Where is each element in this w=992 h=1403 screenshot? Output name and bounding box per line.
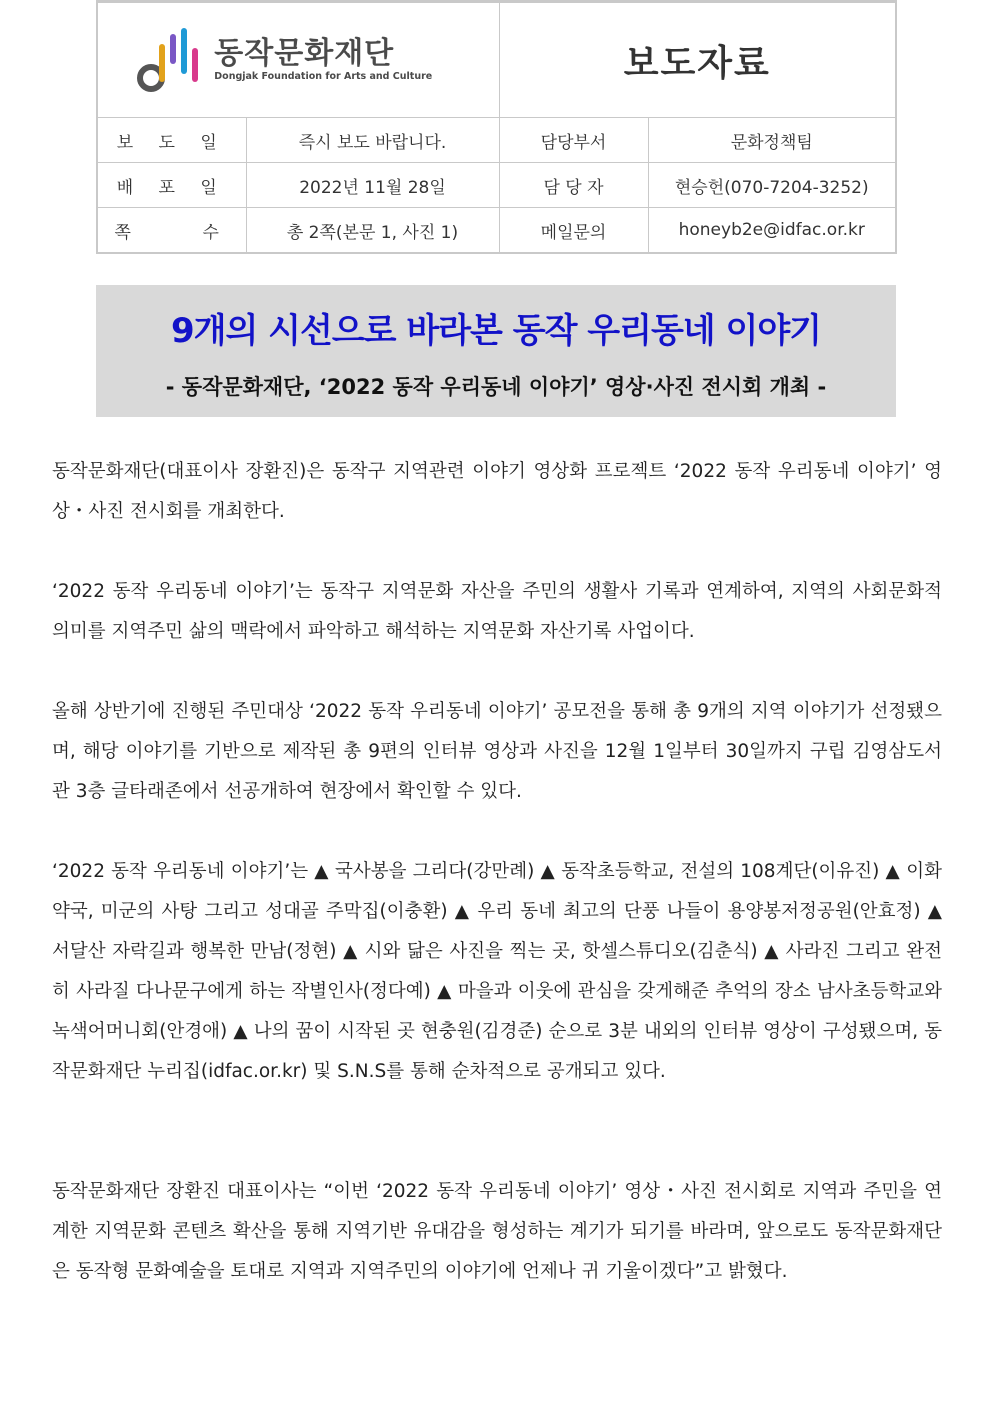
body-paragraph-3: 올해 상반기에 진행된 주민대상 ‘2022 동작 우리동네 이야기’ 공모전을 통해 총 9개의 지역 이야기가 선정됐으며, 해당 이야기를 기반으로 제작된 총 9편의 인터뷰 영상과 사진을 12월 1일부터 30일까지 구립 김영삼도서관 3층 글타래존에서 선공개하여 현장에서 확인할 수 있다.: [52, 701, 942, 802]
logo-name: 동작문화재단: [214, 36, 395, 71]
release-date-value: 즉시 보도 바랍니다.: [246, 118, 499, 163]
sub-headline: - 동작문화재단, ‘2022 동작 우리동네 이야기’ 영상·사진 전시회 개최 -: [165, 375, 827, 399]
foundation-logo: [68, 24, 499, 96]
main-headline: 9개의 시선으로 바라본 동작 우리동네 이야기: [170, 311, 822, 351]
press-release-title: 보도자료: [623, 42, 771, 84]
department-label: 담당부서: [499, 118, 648, 163]
press-title-cell: [499, 2, 896, 118]
body-paragraph-2: ‘2022 동작 우리동네 이야기’는 동작구 지역문화 자산을 주민의 생활사 기록과 연계하여, 지역의 사회문화적 의미를 지역주민 삶의 맥락에서 파악하고 해석하는 지역문화 자산기록 사업이다.: [52, 581, 942, 642]
department-value: 문화정책팀: [648, 118, 896, 163]
distribution-date-value: 2022년 11월 28일: [246, 163, 499, 208]
distribution-date-label: 배 포 일: [97, 163, 246, 208]
body-paragraph-4: ‘2022 동작 우리동네 이야기’는 ▲ 국사봉을 그리다(강만례) ▲ 동작초등학교, 전설의 108계단(이유진) ▲ 이화약국, 미군의 사탕 그리고 성대골 주막집(이충환) ▲ 우리 동네 최고의 단풍 나들이 용양봉저정공원(안효정) ▲ 서달산 자락길과 행복한 만남(정현) ▲ 시와 닮은 사진을 찍는 곳, 핫셀스튜디오(김춘식) ▲ 사라진 그리고 완전히 사라질 다나문구에게 하는 작별인사(정다예) ▲ 마을과 이웃에 관심을 갖게해준 추억의 장소 남사초등학교와 녹색어머니회(안경애) ▲ 나의 꿈이 시작된 곳 현충원(김경준) 순으로 3분 내외의 인터뷰 영상이 구성됐으며, 동작문화재단 누리집(idfac.or.kr) 및 S.N.S를 통해 순차적으로 공개되고 있다.: [52, 861, 942, 1082]
body-paragraph-1: 동작문화재단(대표이사 장환진)은 동작구 지역관련 이야기 영상화 프로젝트 ‘2022 동작 우리동네 이야기’ 영상・사진 전시회를 개최한다.: [52, 461, 942, 522]
contact-person-label: 담 당 자: [499, 163, 648, 208]
email-label: 메일문의: [499, 208, 648, 254]
email-value[interactable]: honeyb2e@idfac.or.kr: [648, 208, 896, 254]
logo-subtitle: Dongjak Foundation for Arts and Culture: [214, 71, 433, 82]
logo-mark-icon: [134, 24, 204, 96]
press-header-table: [96, 0, 897, 254]
page-count-value: 총 2쪽(본문 1, 사진 1): [246, 208, 499, 254]
page-count-label: 쪽 수: [97, 208, 246, 254]
contact-person-value: 현승헌(070-7204-3252): [648, 163, 896, 208]
headline-box: [96, 285, 896, 417]
release-date-label: 보 도 일: [97, 118, 246, 163]
body-paragraph-5: 동작문화재단 장환진 대표이사는 “이번 ‘2022 동작 우리동네 이야기’ 영상・사진 전시회로 지역과 주민을 연계한 지역문화 콘텐츠 확산을 통해 지역기반 유대감을 형성하는 계기가 되기를 바라며, 앞으로도 동작문화재단은 동작형 문화예술을 토대로 지역과 지역주민의 이야기에 언제나 귀 기울이겠다”고 밝혔다.: [52, 1181, 942, 1282]
logo-cell: [97, 2, 499, 118]
